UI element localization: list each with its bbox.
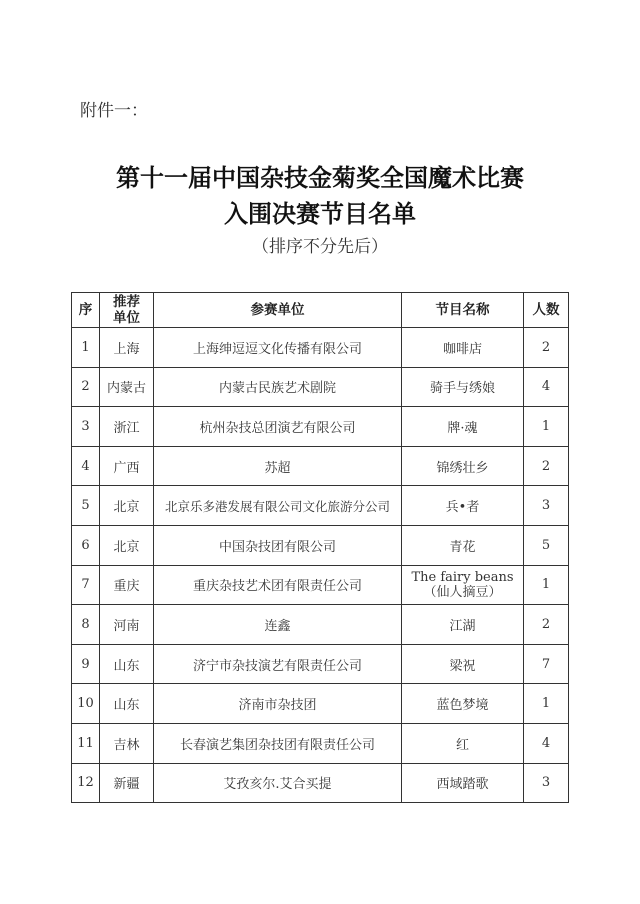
header-participating-unit: 参赛单位 [154, 293, 402, 328]
cell-region: 北京 [100, 486, 154, 526]
cell-index: 10 [72, 684, 100, 724]
program-name-chinese: （仙人摘豆） [423, 584, 502, 600]
cell-unit: 杭州杂技总团演艺有限公司 [154, 407, 402, 447]
cell-region: 内蒙古 [100, 367, 154, 407]
cell-index: 9 [72, 644, 100, 684]
cell-index: 8 [72, 605, 100, 645]
cell-region: 上海 [100, 328, 154, 368]
table-row [72, 763, 569, 803]
header-recommending-unit-text: 推荐单位 [113, 294, 140, 326]
cell-count: 3 [524, 763, 569, 803]
cell-index: 4 [72, 446, 100, 486]
cell-program: 梁祝 [402, 644, 524, 684]
cell-count: 1 [524, 565, 569, 605]
cell-count: 2 [524, 446, 569, 486]
table-row [72, 605, 569, 645]
cell-index: 12 [72, 763, 100, 803]
table-row [72, 565, 569, 605]
cell-program [402, 565, 524, 605]
program-name-english: The fairy beans [411, 569, 514, 585]
cell-region: 浙江 [100, 407, 154, 447]
cell-unit: 艾孜亥尔.艾合买提 [154, 763, 402, 803]
cell-count: 3 [524, 486, 569, 526]
cell-count: 1 [524, 407, 569, 447]
table-row [72, 525, 569, 565]
cell-index: 2 [72, 367, 100, 407]
table-row [72, 367, 569, 407]
header-index: 序 [72, 293, 100, 328]
cell-region: 山东 [100, 684, 154, 724]
cell-region: 广西 [100, 446, 154, 486]
cell-program: 蓝色梦境 [402, 684, 524, 724]
document-title-line-2: 入围决赛节目名单 [224, 199, 416, 228]
cell-unit: 中国杂技团有限公司 [154, 525, 402, 565]
table-row [72, 644, 569, 684]
cell-index: 5 [72, 486, 100, 526]
cell-program: 锦绣壮乡 [402, 446, 524, 486]
cell-unit: 苏超 [154, 446, 402, 486]
cell-region: 北京 [100, 525, 154, 565]
cell-program: 红 [402, 723, 524, 763]
document-title-line-1: 第十一届中国杂技金菊奖全国魔术比赛 [116, 163, 524, 192]
document-subtitle: （排序不分先后） [252, 237, 388, 257]
cell-count: 2 [524, 605, 569, 645]
cell-program: 咖啡店 [402, 328, 524, 368]
table-row [72, 723, 569, 763]
cell-count: 2 [524, 328, 569, 368]
table-row [72, 446, 569, 486]
cell-unit: 连鑫 [154, 605, 402, 645]
cell-program: 骑手与绣娘 [402, 367, 524, 407]
cell-index: 6 [72, 525, 100, 565]
cell-region: 吉林 [100, 723, 154, 763]
header-recommending-unit [100, 293, 154, 328]
cell-count: 1 [524, 684, 569, 724]
cell-region: 新疆 [100, 763, 154, 803]
cell-count: 7 [524, 644, 569, 684]
cell-unit: 北京乐多港发展有限公司文化旅游分公司 [154, 486, 402, 526]
cell-index: 7 [72, 565, 100, 605]
table-row [72, 328, 569, 368]
cell-count: 4 [524, 723, 569, 763]
cell-unit: 济南市杂技团 [154, 684, 402, 724]
cell-index: 11 [72, 723, 100, 763]
cell-count: 4 [524, 367, 569, 407]
header-headcount: 人数 [524, 293, 569, 328]
cell-unit: 重庆杂技艺术团有限责任公司 [154, 565, 402, 605]
cell-region: 河南 [100, 605, 154, 645]
cell-unit: 内蒙古民族艺术剧院 [154, 367, 402, 407]
attachment-label: 附件一： [80, 101, 148, 121]
cell-index: 3 [72, 407, 100, 447]
finalists-table [71, 292, 569, 803]
cell-program: 江湖 [402, 605, 524, 645]
table-row [72, 486, 569, 526]
cell-index: 1 [72, 328, 100, 368]
table-row [72, 684, 569, 724]
cell-unit: 长春演艺集团杂技团有限责任公司 [154, 723, 402, 763]
cell-unit: 上海绅逗逗文化传播有限公司 [154, 328, 402, 368]
cell-program: 兵•者 [402, 486, 524, 526]
table-row [72, 407, 569, 447]
cell-program: 西域踏歌 [402, 763, 524, 803]
cell-program: 牌·魂 [402, 407, 524, 447]
cell-count: 5 [524, 525, 569, 565]
cell-program: 青花 [402, 525, 524, 565]
header-program-name: 节目名称 [402, 293, 524, 328]
cell-region: 重庆 [100, 565, 154, 605]
cell-region: 山东 [100, 644, 154, 684]
cell-unit: 济宁市杂技演艺有限责任公司 [154, 644, 402, 684]
table-header-row [72, 293, 569, 328]
